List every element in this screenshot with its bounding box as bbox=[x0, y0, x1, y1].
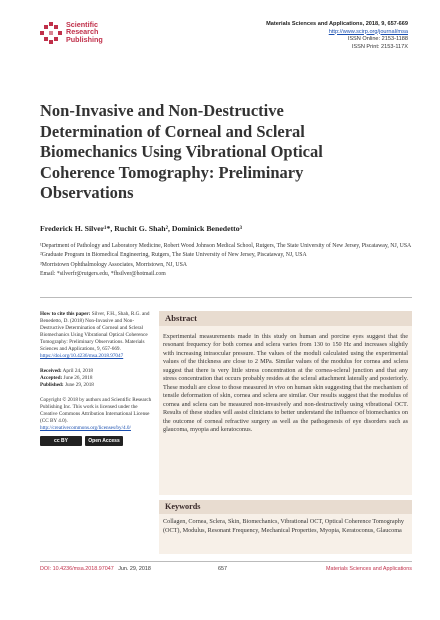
author-list: Frederick H. Silver¹*, Ruchit G. Shah², Dominick Benedetto³ bbox=[40, 224, 243, 233]
article-title: Non-Invasive and Non-Destructive Determination of Corneal and Scleral Biomechanics Using Vibrational Optical Coherence Tomography: Preliminary Observations bbox=[40, 101, 323, 203]
license-link[interactable]: http://creativecommons.org/licenses/by/4.0/ bbox=[40, 425, 131, 431]
citation-text: Silver, F.H., Shah, R.G. and Benedetto, D. (2018) Non-Invasive and Non-Destructive Determination of Corneal and Scleral Biomechanics Using Vibrational Optical Coherence Tomography: Preliminary Observations. Materials Sciences and Applications, 9, 657-669. bbox=[40, 311, 150, 352]
published-date: June 29, 2018 bbox=[64, 382, 94, 388]
citation-label: How to cite this paper: bbox=[40, 311, 91, 317]
journal-header bbox=[188, 21, 408, 51]
footer-divider bbox=[40, 561, 412, 562]
issn-online: ISSN Online: 2153-1188 bbox=[347, 36, 408, 43]
affiliation-2: ²Graduate Program in Biomedical Engineering, Rutgers, The State University of New Jersey, Piscataway, NJ, USA bbox=[40, 252, 307, 259]
accepted-date: June 26, 2018 bbox=[63, 375, 93, 381]
issn-print: ISSN Print: 2153-117X bbox=[351, 43, 408, 50]
affiliation-1: ¹Department of Pathology and Laboratory Medicine, Robert Wood Johnson Medical School, Rutgers, The State University of New Jersey, Piscataway, NJ, USA bbox=[40, 243, 412, 249]
copyright-block bbox=[40, 397, 155, 446]
abstract-text-part-1: Experimental measurements made in this study on human and porcine eyes suggest that the resonant frequency for both cornea and sclera varies from 130 to 150 Hz and increases slightly with increasing intraocular pressure. The values of the moduli calculated using the experimental values of the thickness are close to 2 MPa. Similar values of the modulus for cornea and sclera suggest that there is very little stress concentration at the cornea-scleral junction and that any stress concentration that occurs probably resides at the scleral attachment laterally and posteriorly. These moduli are close to those measured bbox=[163, 333, 408, 391]
dates-block bbox=[40, 368, 155, 389]
abstract-text bbox=[163, 333, 408, 434]
abstract-text-part-2: on human skin suggesting that the mechanism of tensile deformation of skin, cornea and sclera are similar. Our results suggest that the modulus of cornea and sclera can be measured non-invasively and non-destructively using vibrational OCT. Results of these studies will assist clinicians to better understand the influence of biomechanics on the outcome of corneal refractive surgery as well as the pathogenesis of eye disorders such as glaucoma, myopia and keratoconus. bbox=[163, 383, 409, 433]
keywords-header bbox=[159, 500, 412, 514]
publisher-name-line-1: Scientific bbox=[66, 20, 98, 29]
journal-citation: Materials Sciences and Applications, 2018, 9, 657-669 bbox=[266, 21, 408, 27]
license-badges bbox=[40, 436, 155, 446]
footer-journal: Materials Sciences and Applications bbox=[326, 566, 412, 572]
received-label: Received: bbox=[40, 368, 62, 374]
published-label: Published: bbox=[40, 382, 64, 388]
citation-doi-link[interactable]: https://doi.org/10.4236/msa.2018.97047 bbox=[40, 353, 124, 359]
email-line: Email: *silverfr@rutgers.edu, *fhsilver@hotmail.com bbox=[40, 270, 166, 277]
cc-by-badge-icon: cc BY bbox=[40, 436, 82, 446]
publisher-name bbox=[66, 21, 103, 43]
journal-url-link[interactable]: http://www.scirp.org/journal/msa bbox=[328, 28, 408, 35]
publisher-name-line-3: Publishing bbox=[66, 34, 103, 44]
footer-doi: DOI: 10.4236/msa.2018.97047 bbox=[40, 566, 114, 572]
publisher-logo-icon bbox=[40, 22, 62, 44]
citation-block bbox=[40, 311, 155, 360]
keywords-heading: Keywords bbox=[165, 502, 201, 511]
footer-date: Jun. 29, 2018 bbox=[118, 566, 151, 572]
publisher-name-line-2: Research bbox=[66, 27, 99, 37]
affiliation-3: ³Morristown Ophthalmology Associates, Morristown, NJ, USA bbox=[40, 261, 187, 268]
keywords-text: Collagen, Cornea, Sclera, Skin, Biomechanics, Vibrational OCT, Optical Coherence Tomography (OCT), Modulus, Resonant Frequency, Mechanical Properties, Myopia, Keratoconus, Glaucoma bbox=[163, 518, 404, 534]
article-sidebar bbox=[40, 311, 155, 454]
abstract-italic: in vivo bbox=[268, 383, 286, 391]
abstract-header bbox=[159, 311, 412, 326]
affiliations bbox=[40, 242, 412, 279]
divider bbox=[40, 297, 412, 298]
open-access-badge: Open Access bbox=[85, 436, 123, 446]
accepted-label: Accepted: bbox=[40, 375, 63, 381]
received-date: April 24, 2018 bbox=[62, 368, 94, 374]
abstract-heading: Abstract bbox=[165, 313, 197, 323]
copyright-text: Copyright © 2018 by authors and Scientific Research Publishing Inc. This work is licensed under the Creative Commons Attribution International License (CC BY 4.0). bbox=[40, 397, 152, 424]
page-number: 657 bbox=[218, 566, 227, 572]
